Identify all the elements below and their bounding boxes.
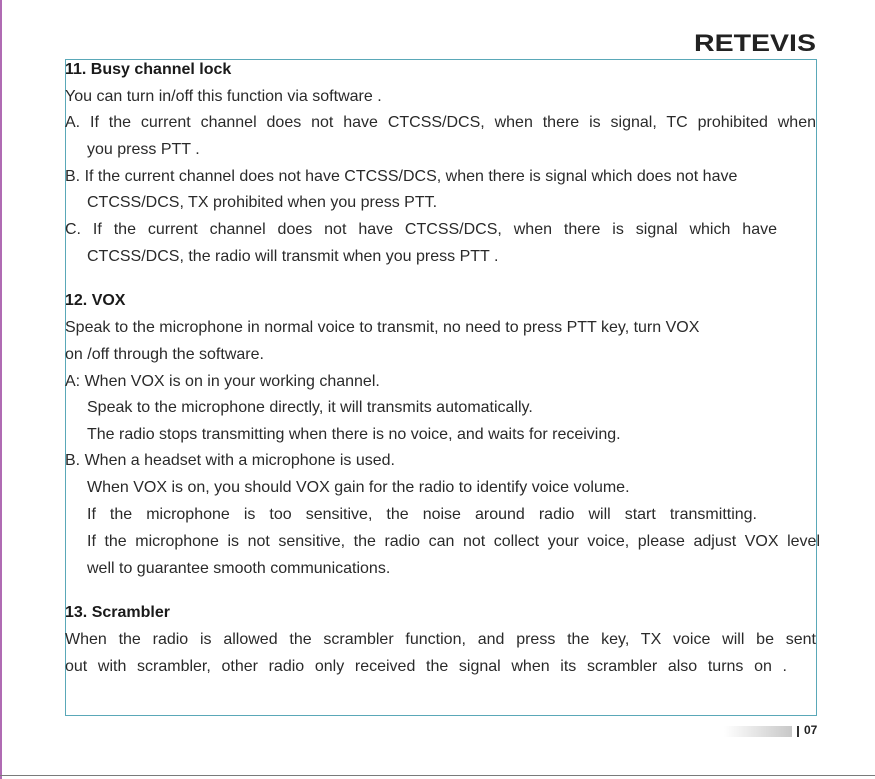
busy-item-a-line1: A. If the current channel does not have CTCSS/DCS, when there is signal, TC prohibited when [65, 114, 816, 131]
scrambler-line2: out with scrambler, other radio only received the signal when its scrambler also turns on . [65, 658, 787, 675]
bottom-rule [0, 775, 875, 776]
vox-intro-line1: Speak to the microphone in normal voice to transmit, no need to press PTT key, turn VOX [65, 319, 700, 336]
page-number: 07 [804, 723, 818, 737]
section-title-busy-channel-lock: 11. Busy channel lock [65, 61, 232, 78]
vox-item-a-line2: Speak to the microphone directly, it will transmits automatically. [87, 399, 533, 416]
vox-item-b-line2: When VOX is on, you should VOX gain for the radio to identify voice volume. [87, 479, 630, 496]
vox-item-a-line1: A: When VOX is on in your working channel. [65, 373, 380, 390]
brand-logo-text: RETEVIS [694, 30, 816, 54]
vox-item-b-line5: well to guarantee smooth communications. [87, 560, 391, 577]
left-margin-rule [0, 0, 2, 779]
vox-item-b-line4: If the microphone is not sensitive, the radio can not collect your voice, please adjust VOX level [87, 533, 820, 550]
section-title-vox: 12. VOX [65, 292, 126, 309]
section-title-scrambler: 13. Scrambler [65, 604, 170, 621]
brand-logo [694, 30, 816, 54]
vox-item-b-line3: If the microphone is too sensitive, the noise around radio will start transmitting. [87, 506, 757, 523]
busy-item-c-line2: CTCSS/DCS, the radio will transmit when you press PTT . [87, 248, 499, 265]
page-number-tab [724, 726, 792, 737]
busy-item-b-line1: B. If the current channel does not have CTCSS/DCS, when there is signal which does not have [65, 168, 738, 185]
vox-item-a-line3: The radio stops transmitting when there is no voice, and waits for receiving. [87, 426, 621, 443]
busy-item-b-line2: CTCSS/DCS, TX prohibited when you press PTT. [87, 194, 438, 211]
busy-item-c-line1: C. If the current channel does not have CTCSS/DCS, when there is signal which have [65, 221, 777, 238]
page-number-separator [797, 726, 799, 737]
vox-item-b-line1: B. When a headset with a microphone is used. [65, 452, 395, 469]
busy-intro: You can turn in/off this function via software . [65, 88, 382, 105]
vox-intro-line2: on /off through the software. [65, 346, 264, 363]
busy-item-a-line2: you press PTT . [87, 141, 200, 158]
scrambler-line1: When the radio is allowed the scrambler function, and press the key, TX voice will be sent [65, 631, 816, 648]
